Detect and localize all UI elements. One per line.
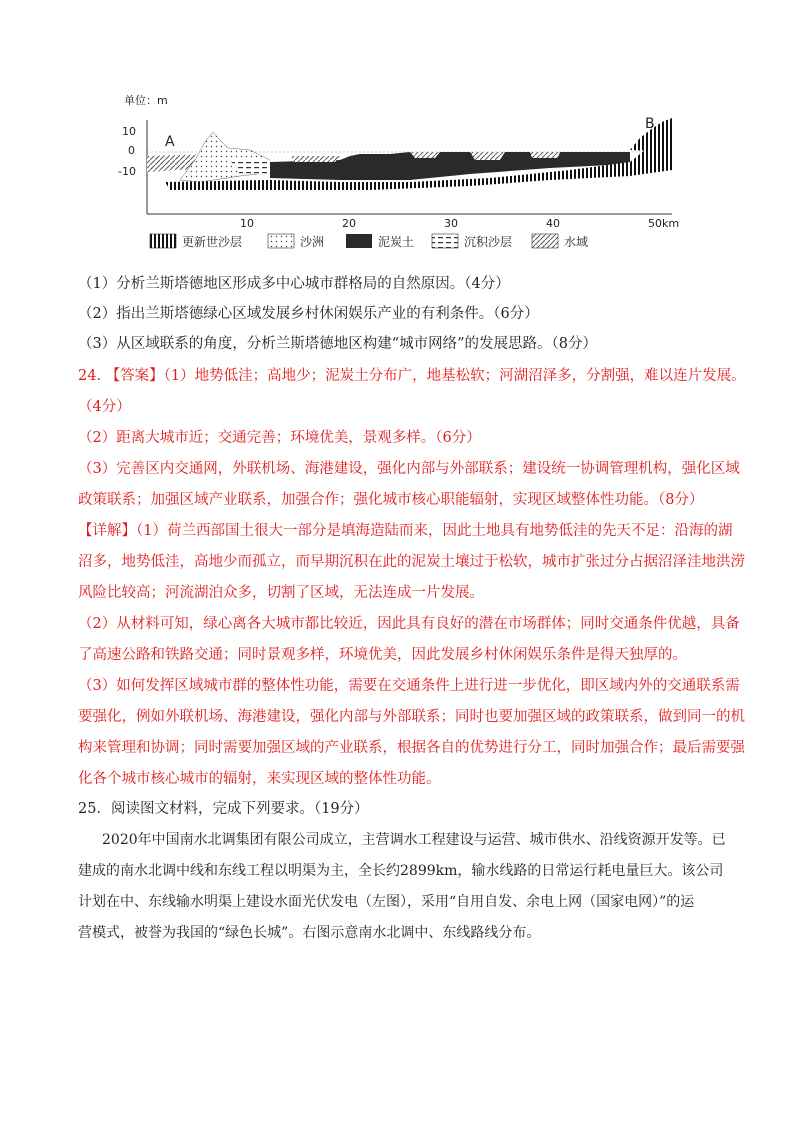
detail-line: 风险比较高；河流湖泊众多，切割了区域，无法连成一片发展。 <box>78 585 484 601</box>
unit-label: 单位：m <box>124 94 168 107</box>
legend-label: 沉积沙层 <box>464 235 513 249</box>
answer-line: 政策联系；加强区域产业联系，加强合作；强化城市核心职能辐射，实现区域整体性功能。（8分） <box>78 492 704 508</box>
legend-swatch-peat <box>346 234 372 248</box>
detail-line: 了高速公路和铁路交通；同时景观多样，环境优美，因此发展乡村休闲娱乐条件是得天独厚的。 <box>78 647 687 663</box>
y-tick: 0 <box>128 144 135 157</box>
legend-label: 沙洲 <box>300 235 325 249</box>
legend-swatch-sandbar <box>268 234 294 248</box>
question-1: （1）分析兰斯塔德地区形成多中心城市群格局的自然原因。（4分） <box>78 276 510 292</box>
detail-line: 化各个城市核心城市的辐射，来实现区域的整体性功能。 <box>78 771 441 787</box>
question-2: （2）指出兰斯塔德绿心区域发展乡村休闲娱乐产业的有利条件。（6分） <box>78 306 539 322</box>
legend-label: 水域 <box>564 235 589 249</box>
water-channel <box>470 152 505 160</box>
water-channel <box>410 152 440 158</box>
legend-swatch-sediment <box>432 234 458 248</box>
detail-line: 要强化，例如外联机场、海港建设，强化内部与外部联系；同时也要加强区域的政策联系，做到同一的机 <box>78 709 745 725</box>
material-paragraph-line: 2020年中国南水北调集团有限公司成立，主营调水工程建设与运营、城市供水、沿线资源开发等。已 <box>102 832 726 848</box>
detail-line: （3）如何发挥区域城市群的整体性功能，需要在交通条件上进行进一步优化，即区域内外的交通联系需 <box>78 678 740 694</box>
detail-line: 沼多，地势低洼，高地少而孤立，而早期沉积在此的泥炭土壤过于松软，城市扩张过分占据沼泽洼地洪涝 <box>78 554 745 570</box>
point-b-label: B <box>645 116 655 132</box>
y-tick: -10 <box>118 165 136 178</box>
legend-label: 泥炭土 <box>378 235 415 249</box>
answer-line: （2）距离大城市近；交通完善；环境优美，景观多样。（6分） <box>78 430 481 446</box>
question-25-title: 25．阅读图文材料，完成下列要求。（19分） <box>78 801 369 817</box>
x-tick: 10 <box>240 217 254 230</box>
question-3: （3）从区域联系的角度，分析兰斯塔德地区构建“城市网络”的发展思路。（8分） <box>78 336 598 352</box>
x-tick: 30 <box>444 217 458 230</box>
y-tick: 10 <box>122 125 136 138</box>
cross-section-figure <box>110 90 690 255</box>
detail-line: （2）从材料可知，绿心离各大城市都比较近，因此具有良好的潜在市场群体；同时交通条件优越，具备 <box>78 616 740 632</box>
x-tick: 40 <box>546 217 560 230</box>
material-paragraph-line: 计划在中、东线输水明渠上建设水面光伏发电（左图），采用“自用自发、余电上网（国家电网）”的运 <box>78 894 695 910</box>
water-channel <box>290 156 340 162</box>
answer-line: 24. 【答案】（1）地势低洼；高地少；泥炭土分布广，地基松软；河湖沼泽多，分割强，难以连片发展。 <box>78 368 746 384</box>
answer-line: （3）完善区内交通网，外联机场、海港建设，强化内部与外部联系；建设统一协调管理机构，强化区域 <box>78 461 740 477</box>
cross-section-svg <box>110 90 690 255</box>
water-channel <box>530 152 560 158</box>
answer-line: （4分） <box>78 399 131 415</box>
legend-swatch-water <box>532 234 558 248</box>
x-tick: 20 <box>342 217 356 230</box>
detail-line: 构来管理和协调；同时需要加强区域的产业联系，根据各自的优势进行分工，同时加强合作；最后需要强 <box>78 740 745 756</box>
legend-swatch-pleistocene <box>150 234 176 248</box>
material-paragraph-line: 营模式，被誉为我国的“绿色长城”。右图示意南水北调中、东线路线分布。 <box>78 925 541 941</box>
legend-label: 更新世沙层 <box>182 235 243 249</box>
detail-line: 【详解】（1）荷兰西部国土很大一部分是填海造陆而来，因此土地具有地势低洼的先天不足：沿海的湖 <box>78 523 733 539</box>
x-tick: 50km <box>648 217 680 230</box>
point-a-label: A <box>165 134 175 150</box>
material-paragraph-line: 建成的南水北调中线和东线工程以明渠为主，全长约2899km，输水线路的日常运行耗电量巨大。该公司 <box>78 863 724 879</box>
